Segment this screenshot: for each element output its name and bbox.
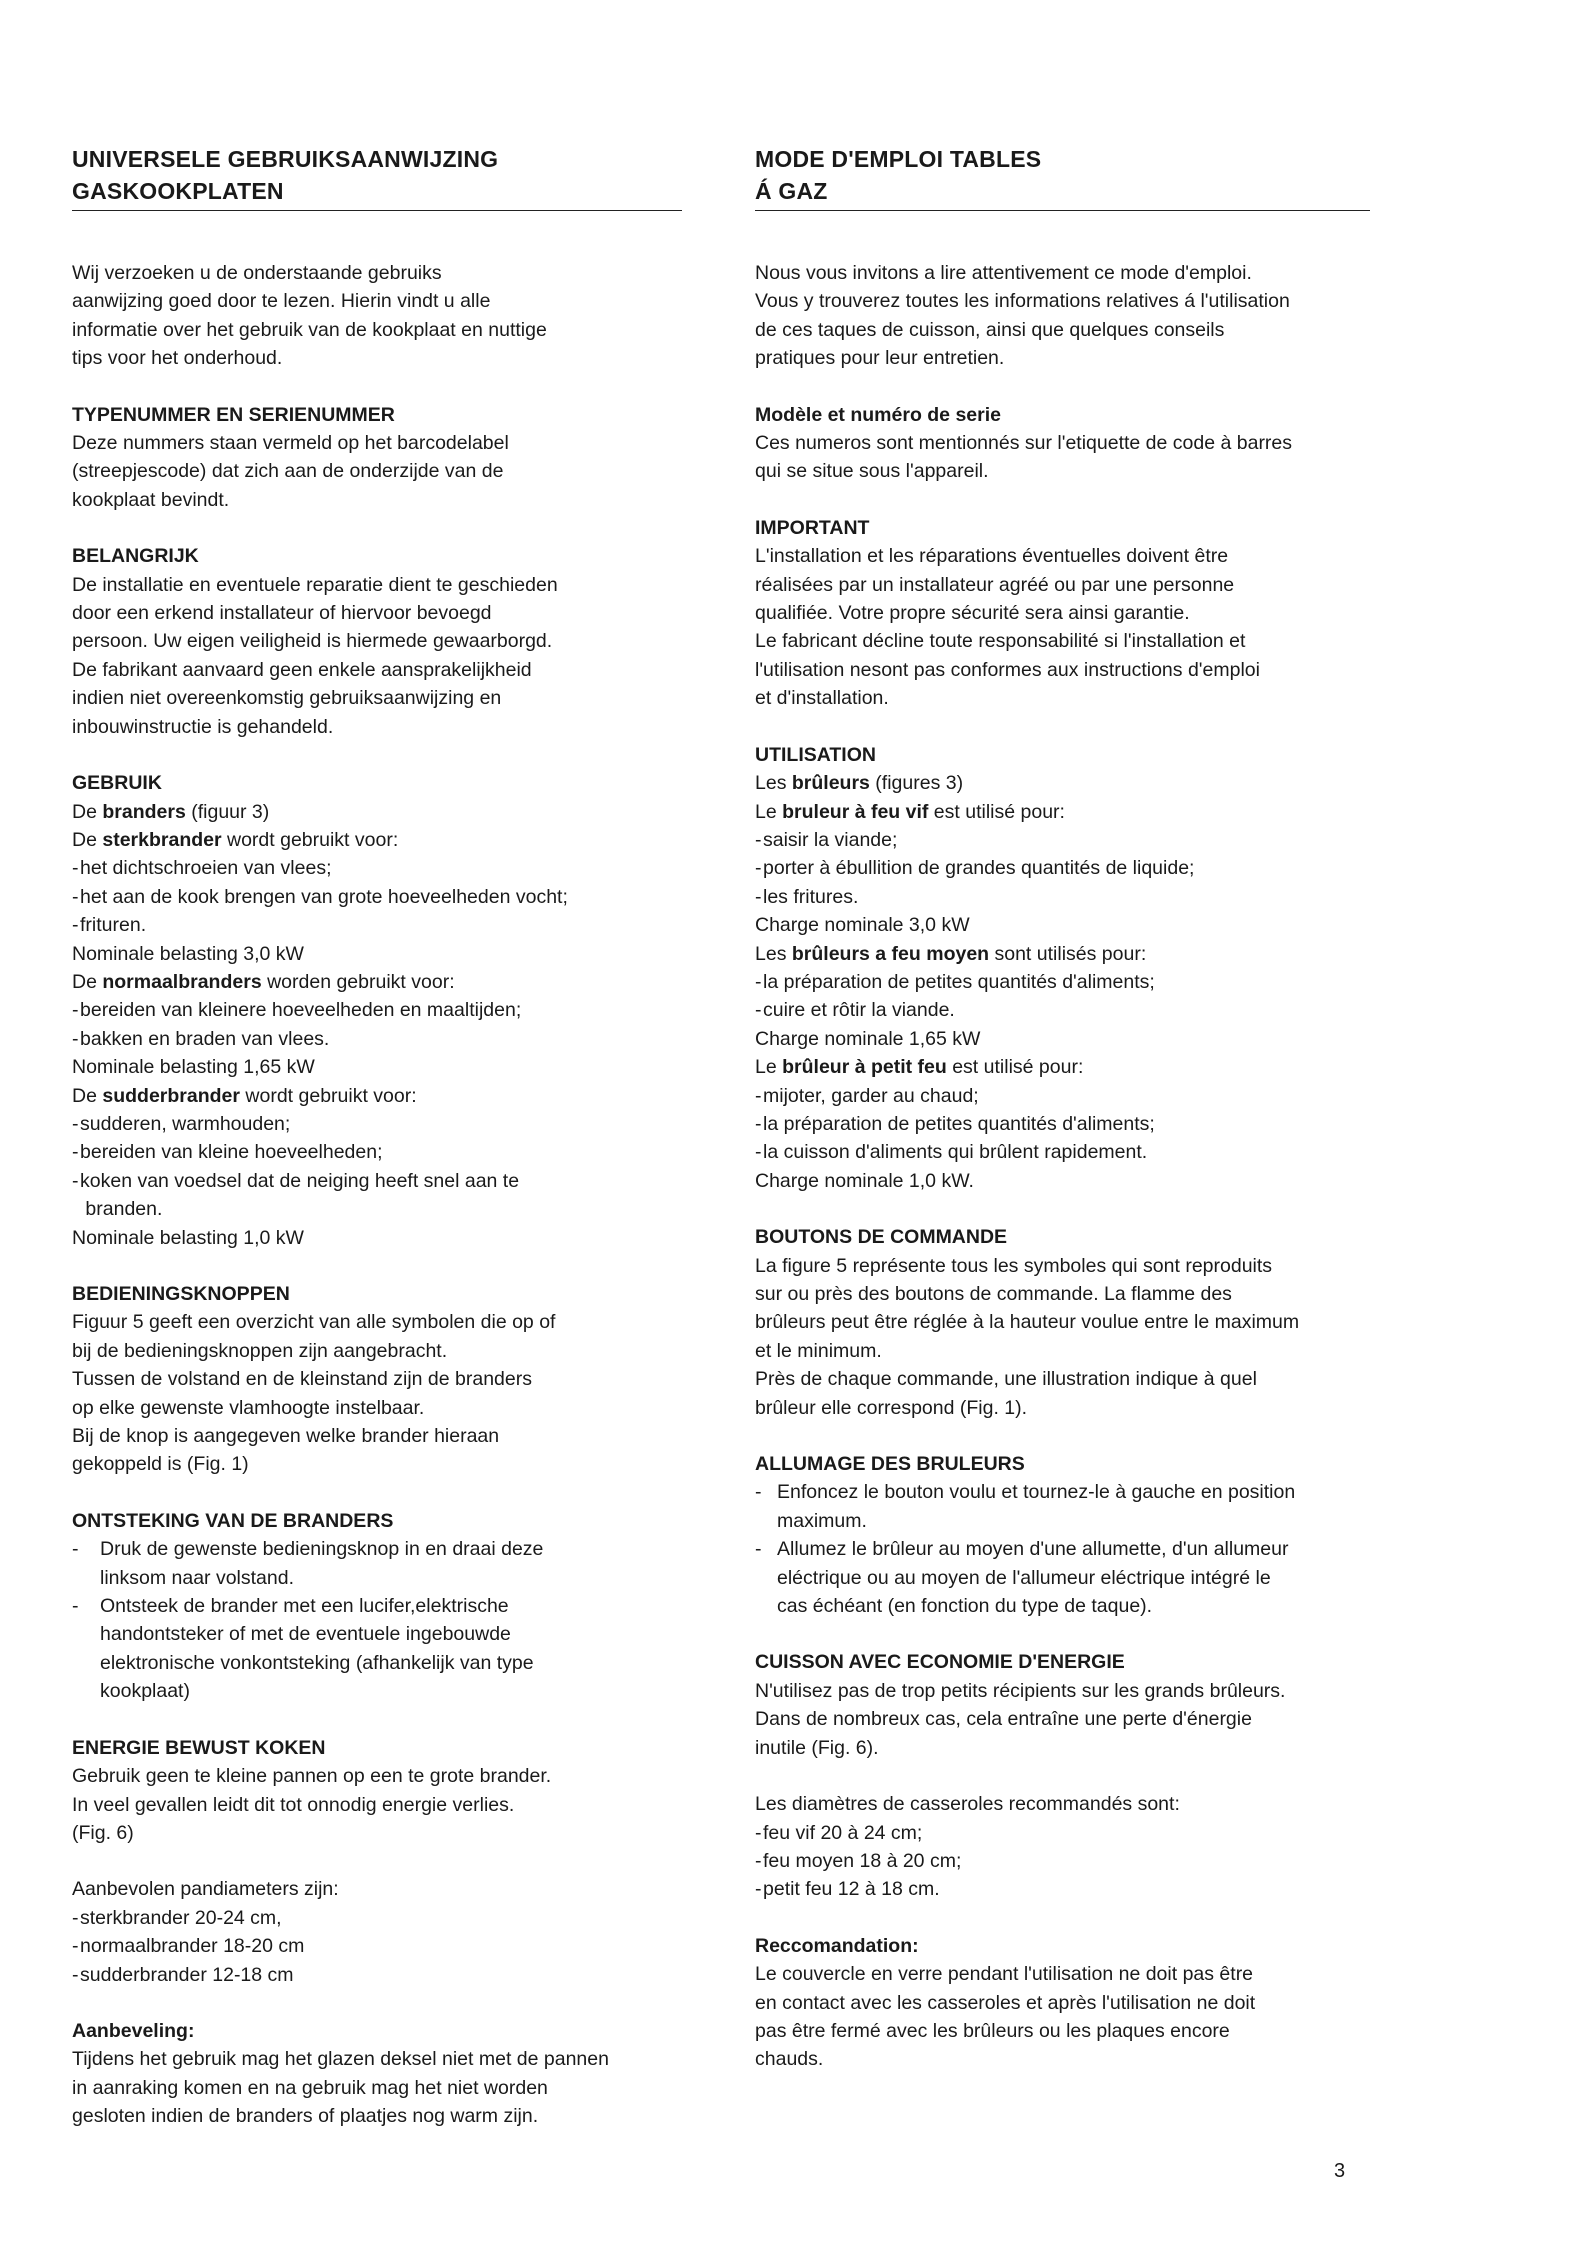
text-line: bij de bedieningsknoppen zijn aangebracht. [72, 1339, 448, 1362]
text-line [755, 940, 1370, 968]
section-heading: BEDIENINGSKNOPPEN [72, 1283, 290, 1305]
text-line: Enfoncez le bouton voulu et tournez-le à gauche en position [777, 1481, 1296, 1504]
section-heading: UTILISATION [755, 743, 876, 766]
text-line: Allumez le brûleur au moyen d'une allumette, d'un allumeur [777, 1538, 1289, 1561]
text-span: De [72, 800, 103, 823]
list-item-text: les fritures. [763, 885, 859, 908]
text-line: sur ou près des boutons de commande. La flamme des [755, 1283, 1232, 1305]
text-line: gekoppeld is (Fig. 1) [72, 1453, 249, 1476]
list-item-text: porter à ébullition de grandes quantités de liquide; [763, 857, 1195, 880]
text-line: Le fabricant décline toute responsabilité si l'installation et [755, 630, 1246, 653]
section-typenummer [72, 401, 682, 515]
text-line: De fabrikant aanvaard geen enkele aansprakelijkheid [72, 658, 532, 681]
text-span: Les [755, 942, 792, 965]
list-item: - koken van voedsel dat de neiging heeft snel aan te branden. [72, 1167, 682, 1224]
text-line: brûleur elle correspond (Fig. 1). [755, 1396, 1028, 1419]
text-span: De [72, 1084, 103, 1107]
section-reccomandation [755, 1932, 1370, 2074]
list-item-text: bereiden van kleine hoeveelheden; [80, 1141, 383, 1164]
text-line: tips voor het onderhoud. [72, 347, 283, 370]
text-line: Figuur 5 geeft een overzicht van alle symbolen die op of [72, 1311, 556, 1334]
title-underline [755, 210, 1370, 211]
section-heading: BELANGRIJK [72, 545, 199, 568]
text-line: Ontsteek de brander met een lucifer,elektrische [100, 1595, 509, 1618]
section-boutons [755, 1223, 1370, 1422]
nominal-load: Nominale belasting 1,65 kW [72, 1056, 315, 1079]
section-pandiameters [72, 1875, 682, 1989]
intro-paragraph [755, 259, 1370, 373]
text-line: Nous vous invitons a lire attentivement ce mode d'emploi. [755, 262, 1252, 284]
list-item-text: koken van voedsel dat de neiging heeft snel aan te branden. [80, 1169, 520, 1221]
list-item-text: feu moyen 18 à 20 cm; [763, 1849, 962, 1872]
section-heading: GEBRUIK [72, 772, 162, 795]
text-line: Druk de gewenste bedieningsknop in en draai deze [100, 1538, 544, 1561]
text-line [72, 968, 682, 996]
text-span: De [72, 970, 103, 993]
bold-term: branders [102, 800, 186, 823]
list-item-text: bakken en braden van vlees. [80, 1027, 330, 1050]
section-heading: ALLUMAGE DES BRULEURS [755, 1453, 1025, 1476]
text-line: pas être fermé avec les brûleurs ou les plaques encore [755, 2019, 1230, 2042]
title-underline [72, 210, 682, 211]
list-item-text: sudderbrander 12-18 cm [80, 1963, 294, 1986]
text-line: Ces numeros sont mentionnés sur l'etiquette de code à barres [755, 432, 1293, 455]
text-line: brûleurs peut être réglée à la hauteur voulue entre le maximum [755, 1311, 1300, 1334]
text-line: Deze nummers staan vermeld op het barcodelabel [72, 432, 509, 455]
text-line: N'utilisez pas de trop petits récipients sur les grands brûleurs. [755, 1679, 1286, 1702]
bold-term: brûleurs a feu moyen [791, 942, 990, 965]
list-item: - bakken en braden van vlees. [72, 1025, 682, 1053]
list-item-text: la cuisson d'aliments qui brûlent rapidement. [763, 1141, 1148, 1164]
list-item: - sudderen, warmhouden; [72, 1110, 682, 1138]
section-cuisson [755, 1648, 1370, 1762]
text-span: De [72, 828, 103, 851]
text-line [755, 1053, 1370, 1081]
list-item-text: sudderen, warmhouden; [80, 1112, 291, 1135]
text-span: (figures 3) [869, 772, 964, 795]
nominal-load: Charge nominale 1,0 kW. [755, 1169, 974, 1192]
text-line: Wij verzoeken u de onderstaande gebruiks [72, 262, 442, 284]
list-item: - Druk de gewenste bedieningsknop in en draai deze linksom naar volstand. [72, 1535, 682, 1592]
text-line: Tijdens het gebruik mag het glazen deksel niet met de pannen [72, 2048, 609, 2071]
nominal-load: Charge nominale 1,65 kW [755, 1027, 981, 1050]
title-line: GASKOOKPLATEN [72, 178, 284, 204]
text-line: Dans de nombreux cas, cela entraîne une perte d'énergie [755, 1708, 1252, 1731]
list-item: - normaalbrander 18-20 cm [72, 1932, 682, 1960]
list-item-text: normaalbrander 18-20 cm [80, 1935, 305, 1958]
text-line: La figure 5 représente tous les symboles qui sont reproduits [755, 1254, 1273, 1277]
text-line: et le minimum. [755, 1339, 882, 1362]
text-line: chauds. [755, 2048, 824, 2071]
text-line: pratiques pour leur entretien. [755, 347, 1005, 370]
section-modele [755, 401, 1370, 486]
bold-term: bruleur à feu vif [782, 800, 929, 823]
text-line: inbouwinstructie is gehandeld. [72, 715, 334, 738]
page-title-french [755, 143, 1370, 207]
column-dutch [72, 143, 682, 2159]
text-line: Les diamètres de casseroles recommandés sont: [755, 1793, 1180, 1816]
list-item: - petit feu 12 à 18 cm. [755, 1875, 1370, 1903]
list-item: - la préparation de petites quantités d'aliments; [755, 1110, 1370, 1138]
text-span: sont utilisés pour: [989, 942, 1147, 965]
list-item: - bereiden van kleinere hoeveelheden en maaltijden; [72, 996, 682, 1024]
text-line: Bij de knop is aangegeven welke brander hieraan [72, 1425, 500, 1448]
list-item: - Allumez le brûleur au moyen d'une allumette, d'un allumeur eléctrique ou au moyen de l'allumeur eléctrique intégré le cas échéant (en fonction du type de taque). [755, 1535, 1370, 1620]
text-line: kookplaat) [100, 1680, 190, 1703]
text-line [72, 826, 682, 854]
text-line: inutile (Fig. 6). [755, 1736, 879, 1759]
section-bedieningsknoppen [72, 1280, 682, 1479]
text-line [72, 1082, 682, 1110]
list-item-text: la préparation de petites quantités d'aliments; [763, 970, 1155, 993]
list-item: - cuire et rôtir la viande. [755, 996, 1370, 1024]
list-item-text: sterkbrander 20-24 cm, [80, 1906, 282, 1929]
text-line: in aanraking komen en na gebruik mag het niet worden [72, 2076, 548, 2099]
section-important [755, 514, 1370, 713]
text-line: In veel gevallen leidt dit tot onnodig energie verlies. [72, 1793, 515, 1816]
section-heading: ONTSTEKING VAN DE BRANDERS [72, 1509, 394, 1532]
section-aanbeveling [72, 2017, 682, 2131]
list-item-text: frituren. [80, 914, 147, 937]
text-span: est utilisé pour: [946, 1056, 1084, 1079]
text-line: (Fig. 6) [72, 1821, 134, 1844]
list-item: - les fritures. [755, 883, 1370, 911]
list-item: - saisir la viande; [755, 826, 1370, 854]
list-item: - het aan de kook brengen van grote hoeveelheden vocht; [72, 883, 682, 911]
list-item-text: petit feu 12 à 18 cm. [763, 1878, 940, 1901]
bold-term: normaalbranders [102, 970, 262, 993]
text-line: Aanbevolen pandiameters zijn: [72, 1878, 339, 1901]
text-line: en contact avec les casseroles et après l'utilisation ne doit [755, 1991, 1256, 2014]
text-span: est utilisé pour: [928, 800, 1065, 823]
text-line: l'utilisation nesont pas conformes aux instructions d'emploi [755, 658, 1260, 681]
text-line: Vous y trouverez toutes les informations relatives á l'utilisation [755, 290, 1290, 313]
section-heading: ENERGIE BEWUST KOKEN [72, 1736, 326, 1759]
section-heading: IMPORTANT [755, 516, 870, 539]
text-line: maximum. [777, 1509, 867, 1532]
text-line: Près de chaque commande, une illustration indique à quel [755, 1368, 1257, 1391]
bold-term: sudderbrander [102, 1084, 240, 1107]
page-number: 3 [1334, 2160, 1346, 2182]
list-item: - het dichtschroeien van vlees; [72, 854, 682, 882]
title-line: Á GAZ [755, 178, 828, 204]
list-item: - bereiden van kleine hoeveelheden; [72, 1138, 682, 1166]
text-span: (figuur 3) [185, 800, 270, 823]
list-item: - la préparation de petites quantités d'aliments; [755, 968, 1370, 996]
text-line: handontsteker of met de eventuele ingebouwde [100, 1623, 511, 1646]
text-line: qui se situe sous l'appareil. [755, 460, 989, 483]
nominal-load: Nominale belasting 1,0 kW [72, 1226, 304, 1249]
section-heading: Reccomandation: [755, 1934, 919, 1957]
page-title-dutch [72, 143, 682, 207]
list-item: - Ontsteek de brander met een lucifer,elektrische handontsteker of met de eventuele ingebouwde elektronische vonkontsteking (afhankelijk van type kookplaat) [72, 1592, 682, 1706]
section-ontsteking [72, 1507, 682, 1706]
text-line: informatie over het gebruik van de kookplaat en nuttige [72, 318, 547, 341]
section-heading: Modèle et numéro de serie [755, 403, 1001, 426]
bold-term: sterkbrander [102, 828, 222, 851]
text-line: (streepjescode) dat zich aan de onderzijde van de [72, 460, 504, 483]
list-item: - la cuisson d'aliments qui brûlent rapidement. [755, 1138, 1370, 1166]
bold-term: brûleur à petit feu [782, 1056, 947, 1079]
list-item-text: cuire et rôtir la viande. [763, 999, 955, 1022]
list-item: - porter à ébullition de grandes quantités de liquide; [755, 854, 1370, 882]
text-line: Tussen de volstand en de kleinstand zijn de branders [72, 1368, 532, 1391]
list-item: - feu moyen 18 à 20 cm; [755, 1847, 1370, 1875]
text-line: cas échéant (en fonction du type de taque). [777, 1595, 1153, 1618]
section-heading: CUISSON AVEC ECONOMIE D'ENERGIE [755, 1651, 1125, 1674]
text-line: indien niet overeenkomstig gebruiksaanwijzing en [72, 687, 502, 710]
text-line: qualifiée. Votre propre sécurité sera ainsi garantie. [755, 602, 1190, 625]
intro-paragraph [72, 259, 682, 373]
section-belangrijk [72, 542, 682, 741]
text-line: réalisées par un installateur agréé ou par une personne [755, 573, 1235, 596]
list-item-text: het aan de kook brengen van grote hoeveelheden vocht; [80, 885, 568, 908]
section-heading: TYPENUMMER EN SERIENUMMER [72, 403, 395, 426]
list-item: - Enfoncez le bouton voulu et tournez-le à gauche en position maximum. [755, 1478, 1370, 1535]
section-heading: Aanbeveling: [72, 2019, 195, 2042]
text-line: gesloten indien de branders of plaatjes nog warm zijn. [72, 2105, 539, 2128]
text-line: L'installation et les réparations éventuelles doivent être [755, 545, 1229, 568]
text-span: wordt gebruikt voor: [221, 828, 399, 851]
text-line: eléctrique ou au moyen de l'allumeur eléctrique intégré le [777, 1566, 1271, 1589]
text-line [755, 798, 1370, 826]
section-diametres [755, 1790, 1370, 1904]
text-line: Gebruik geen te kleine pannen op een te grote brander. [72, 1765, 552, 1788]
list-item: - feu vif 20 à 24 cm; [755, 1819, 1370, 1847]
list-item-text: feu vif 20 à 24 cm; [763, 1821, 923, 1844]
text-line: De installatie en eventuele reparatie dient te geschieden [72, 573, 558, 596]
list-item: - sterkbrander 20-24 cm, [72, 1904, 682, 1932]
section-utilisation [755, 741, 1370, 1196]
list-item-text: saisir la viande; [763, 828, 898, 851]
text-line: de ces taques de cuisson, ainsi que quelques conseils [755, 318, 1225, 341]
text-line: op elke gewenste vlamhoogte instelbaar. [72, 1396, 425, 1419]
list-item: - mijoter, garder au chaud; [755, 1082, 1370, 1110]
text-line: door een erkend installateur of hiervoor bevoegd [72, 602, 492, 625]
text-span: Le [755, 1056, 783, 1079]
text-span: Le [755, 800, 783, 823]
text-line [72, 798, 682, 826]
text-line: persoon. Uw eigen veiligheid is hiermede gewaarborgd. [72, 630, 553, 653]
section-gebruik [72, 769, 682, 1252]
title-line: UNIVERSELE GEBRUIKSAANWIJZING [72, 146, 499, 172]
text-line: elektronische vonkontsteking (afhankelijk van type [100, 1651, 534, 1674]
text-line: linksom naar volstand. [100, 1566, 295, 1589]
list-item: - frituren. [72, 911, 682, 939]
section-heading: BOUTONS DE COMMANDE [755, 1226, 1008, 1249]
list-item-text: bereiden van kleinere hoeveelheden en maaltijden; [80, 999, 522, 1022]
column-french [755, 143, 1370, 2102]
text-line: et d'installation. [755, 687, 889, 710]
text-span: wordt gebruikt voor: [239, 1084, 417, 1107]
bold-term: brûleurs [791, 772, 870, 795]
nominal-load: Charge nominale 3,0 kW [755, 914, 970, 937]
nominal-load: Nominale belasting 3,0 kW [72, 942, 304, 965]
section-energie [72, 1734, 682, 1848]
section-allumage [755, 1450, 1370, 1620]
text-line: Le couvercle en verre pendant l'utilisation ne doit pas être [755, 1963, 1254, 1986]
title-line: MODE D'EMPLOI TABLES [755, 146, 1042, 172]
list-item-text: la préparation de petites quantités d'aliments; [763, 1112, 1155, 1135]
text-span: Les [755, 772, 792, 795]
text-line [755, 769, 1370, 797]
text-line: aanwijzing goed door te lezen. Hierin vindt u alle [72, 290, 491, 313]
text-line: kookplaat bevindt. [72, 488, 230, 511]
list-item-text: het dichtschroeien van vlees; [80, 857, 332, 880]
list-item: - sudderbrander 12-18 cm [72, 1961, 682, 1989]
text-span: worden gebruikt voor: [261, 970, 455, 993]
list-item-text: mijoter, garder au chaud; [763, 1084, 979, 1107]
